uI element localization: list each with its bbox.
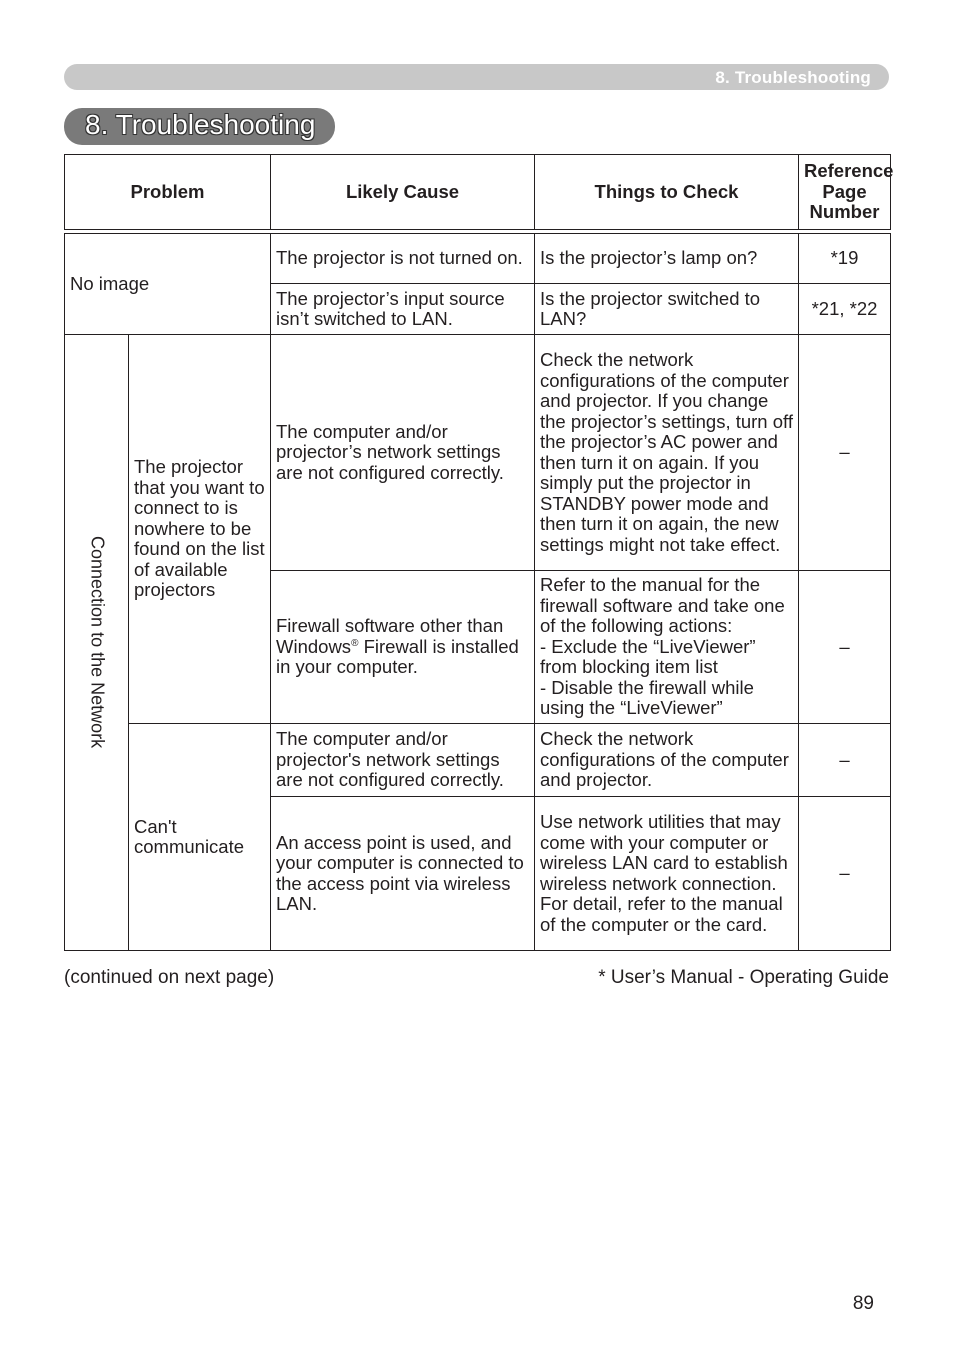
cause-text-part2: Firewall is installed in your computer. bbox=[276, 635, 519, 678]
page-number: 89 bbox=[852, 1293, 874, 1314]
cause-cell: The projector is not turned on. bbox=[271, 234, 535, 284]
table-row bbox=[65, 724, 891, 797]
page-title-pill bbox=[64, 108, 335, 145]
check-cell: Check the network configurations of the computer and projector. bbox=[535, 724, 799, 797]
ref-cell: *21, *22 bbox=[799, 284, 891, 335]
ref-cell: *19 bbox=[799, 234, 891, 284]
section-header-label: 8. Troubleshooting bbox=[715, 68, 871, 87]
continued-note: (continued on next page) bbox=[64, 967, 275, 988]
section-header-bar bbox=[64, 64, 889, 90]
registered-mark: ® bbox=[351, 637, 359, 649]
troubleshooting-table bbox=[64, 154, 894, 951]
table-row bbox=[65, 234, 891, 284]
cause-text-part1: Firewall software other than Windows bbox=[276, 615, 504, 657]
check-cell bbox=[535, 571, 799, 724]
check-cell: Use network utilities that may come with your computer or wireless LAN card to establish wireless network connection. For detail, refer to the manual of the computer or the card. bbox=[535, 797, 799, 951]
table-header-row bbox=[65, 155, 891, 230]
check-cell: Is the projector’s lamp on? bbox=[535, 234, 799, 284]
manual-reference-note: * User’s Manual - Operating Guide bbox=[598, 967, 889, 988]
cause-cell: The computer and/or projector’s network settings are not configured correctly. bbox=[271, 335, 535, 571]
header-ref-line-2: Page bbox=[822, 180, 867, 202]
cause-cell: An access point is used, and your computer is connected to the access point via wireless LAN. bbox=[271, 797, 535, 951]
problem-no-image: No image bbox=[65, 234, 271, 335]
problem-cant-communicate: Can't communicate bbox=[129, 724, 271, 951]
ref-cell: – bbox=[799, 724, 891, 797]
cause-cell: The projector’s input source isn’t switched to LAN. bbox=[271, 284, 535, 335]
ref-cell: – bbox=[799, 797, 891, 951]
table-row bbox=[65, 335, 891, 571]
check-cell: Is the projector switched to LAN? bbox=[535, 284, 799, 335]
header-ref-line-1: Reference bbox=[804, 160, 894, 182]
ref-cell: – bbox=[799, 335, 891, 571]
header-likely-cause: Likely Cause bbox=[271, 155, 535, 230]
check-line: - Exclude the “LiveViewer” from blocking item list bbox=[540, 635, 756, 678]
category-label: Connection to the Network bbox=[87, 536, 108, 749]
category-connection-network bbox=[65, 335, 129, 951]
ref-cell: – bbox=[799, 571, 891, 724]
cause-cell bbox=[271, 571, 535, 724]
header-reference-page bbox=[799, 155, 894, 230]
header-problem: Problem bbox=[65, 155, 271, 230]
check-line: - Disable the firewall while using the “LiveViewer” bbox=[540, 676, 754, 719]
header-reference-label bbox=[804, 160, 894, 223]
check-cell: Check the network configurations of the computer and projector. If you change the projector’s settings, turn off the projector’s AC power and then turn it on again. If you simply put the projector in STANDBY power mode and then turn it on again, the new settings might not take effect. bbox=[535, 335, 799, 571]
problem-not-found: The projector that you want to connect to is nowhere to be found on the list of available projectors bbox=[129, 335, 271, 724]
cause-cell: The computer and/or projector's network settings are not configured correctly. bbox=[271, 724, 535, 797]
header-ref-line-3: Number bbox=[809, 201, 880, 223]
header-things-to-check: Things to Check bbox=[535, 155, 799, 230]
page-title: 8. Troubleshooting bbox=[85, 109, 316, 140]
check-line: Refer to the manual for the firewall software and take one of the following actions: bbox=[540, 574, 785, 637]
